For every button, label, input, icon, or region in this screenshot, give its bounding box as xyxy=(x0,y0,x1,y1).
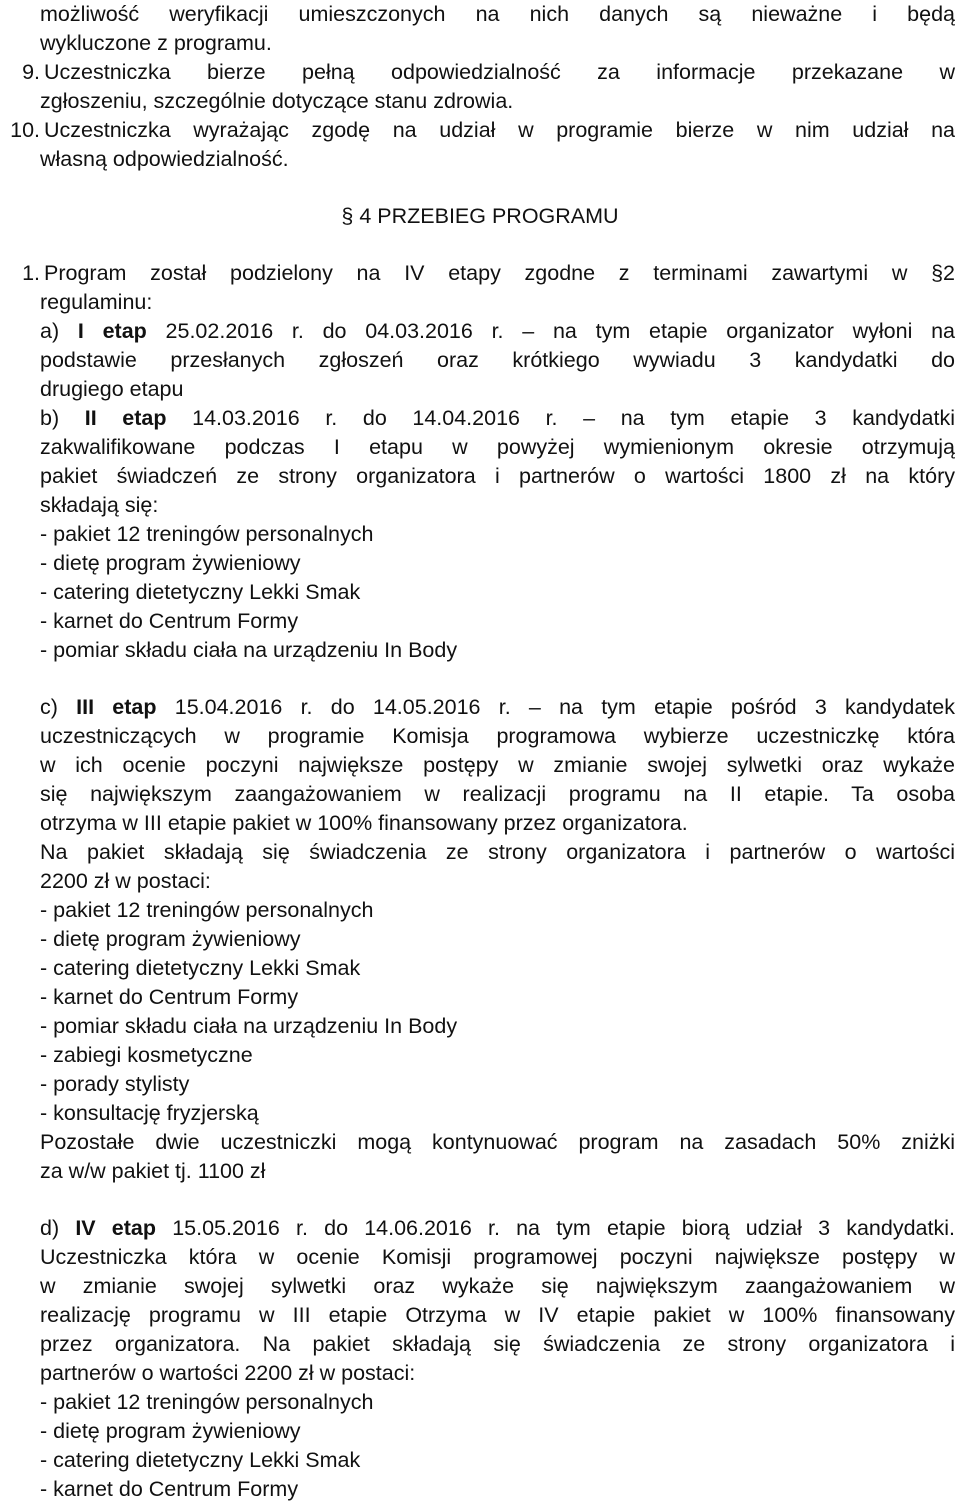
text-line: realizację programu w III etapie Otrzyma w IV etapie pakiet w 100% finansowany xyxy=(40,1303,955,1327)
text-line: drugiego etapu xyxy=(40,377,184,401)
text-line: możliwość weryfikacji umieszczonych na nich danych są nieważne i będą xyxy=(40,2,955,26)
text-line: w zmianie swojej sylwetki oraz wykaże się największym zaangażowaniem w xyxy=(40,1274,955,1298)
stage-label: IV etap xyxy=(75,1216,157,1240)
list-item: - catering dietetyczny Lekki Smak xyxy=(40,956,361,980)
text-line: składają się: xyxy=(40,493,159,517)
list-item: - dietę program żywieniowy xyxy=(40,551,301,575)
text-line: się największym zaangażowaniem w realizacji programu na II etapie. Ta osoba xyxy=(40,782,955,806)
list-item-10 xyxy=(0,116,955,145)
list-item-1 xyxy=(0,259,955,288)
stage-text: 15.05.2016 r. do 14.06.2016 r. na tym etapie biorą udział 3 kandydatki. xyxy=(172,1216,955,1240)
list-item: - dietę program żywieniowy xyxy=(40,927,301,951)
stage-label: I etap xyxy=(77,319,147,343)
text-line: partnerów o wartości 2200 zł w postaci: xyxy=(40,1361,416,1385)
stage-c-line xyxy=(40,693,955,722)
stage-prefix: c) xyxy=(40,695,58,719)
list-item: - pomiar składu ciała na urządzeniu In Body xyxy=(40,638,458,662)
stage-text: 15.04.2016 r. do 14.05.2016 r. – na tym etapie pośród 3 kandydatek xyxy=(174,695,955,719)
text-line: zgłoszeniu, szczególnie dotyczące stanu zdrowia. xyxy=(40,89,514,113)
list-item: - karnet do Centrum Formy xyxy=(40,609,299,633)
text-line: pakiet świadczeń ze strony organizatora i partnerów o wartości 1800 zł na który xyxy=(40,464,955,488)
list-item: - karnet do Centrum Formy xyxy=(40,1477,299,1501)
section-heading: § 4 PRZEBIEG PROGRAMU xyxy=(341,204,619,228)
text-line: regulaminu: xyxy=(40,290,153,314)
list-number: 9. xyxy=(22,60,40,84)
text-line: własną odpowiedzialność. xyxy=(40,147,289,171)
list-item: - karnet do Centrum Formy xyxy=(40,985,299,1009)
list-item: - zabiegi kosmetyczne xyxy=(40,1043,253,1067)
list-item: - catering dietetyczny Lekki Smak xyxy=(40,1448,361,1472)
list-number: 1. xyxy=(22,261,40,285)
list-item: - dietę program żywieniowy xyxy=(40,1419,301,1443)
text-line: otrzyma w III etapie pakiet w 100% finansowany przez organizatora. xyxy=(40,811,688,835)
stage-b-line xyxy=(40,404,955,433)
text-line: Program został podzielony na IV etapy zgodne z terminami zawartymi w §2 xyxy=(44,261,955,285)
list-item: - pakiet 12 treningów personalnych xyxy=(40,522,374,546)
stage-d-line xyxy=(40,1214,955,1243)
list-item-9 xyxy=(0,58,955,87)
list-item: - porady stylisty xyxy=(40,1072,190,1096)
list-item: - pomiar składu ciała na urządzeniu In Body xyxy=(40,1014,458,1038)
text-line: Uczestniczka wyrażając zgodę na udział w programie bierze w nim udział na xyxy=(44,118,955,142)
text-line: przez organizatora. Na pakiet składają się świadczenia ze strony organizatora i xyxy=(40,1332,955,1356)
stage-text: 14.03.2016 r. do 14.04.2016 r. – na tym etapie 3 kandydatki xyxy=(192,406,955,430)
stage-prefix: d) xyxy=(40,1216,60,1240)
list-item: - catering dietetyczny Lekki Smak xyxy=(40,580,361,604)
text-line: za w/w pakiet tj. 1100 zł xyxy=(40,1159,266,1183)
stage-text: 25.02.2016 r. do 04.03.2016 r. – na tym etapie organizator wyłoni na xyxy=(165,319,955,343)
list-number: 10. xyxy=(10,118,40,142)
text-line: Uczestniczka bierze pełną odpowiedzialność za informacje przekazane w xyxy=(44,60,955,84)
text-line: podstawie przesłanych zgłoszeń oraz krótkiego wywiadu 3 kandydatki do xyxy=(40,348,955,372)
text-line: Uczestniczka która w ocenie Komisji programowej poczyni największe postępy w xyxy=(40,1245,955,1269)
text-line: Na pakiet składają się świadczenia ze strony organizatora i partnerów o wartości xyxy=(40,840,955,864)
stage-a-line xyxy=(40,317,955,346)
text-line: 2200 zł w postaci: xyxy=(40,869,211,893)
text-line: uczestniczących w programie Komisja programowa wybierze uczestniczkę która xyxy=(40,724,955,748)
list-item: - pakiet 12 treningów personalnych xyxy=(40,898,374,922)
list-item: - pakiet 12 treningów personalnych xyxy=(40,1390,374,1414)
stage-label: III etap xyxy=(76,695,157,719)
stage-label: II etap xyxy=(84,406,167,430)
stage-prefix: a) xyxy=(40,319,60,343)
list-item: - konsultację fryzjerską xyxy=(40,1101,259,1125)
text-line: w ich ocenie poczyni największe postępy w zmianie swojej sylwetki oraz wykaże xyxy=(40,753,955,777)
text-line: Pozostałe dwie uczestniczki mogą kontynuować program na zasadach 50% zniżki xyxy=(40,1130,955,1154)
text-line: wykluczone z programu. xyxy=(40,31,272,55)
stage-prefix: b) xyxy=(40,406,60,430)
text-line: zakwalifikowane podczas I etapu w powyżej wymienionym okresie otrzymują xyxy=(40,435,955,459)
